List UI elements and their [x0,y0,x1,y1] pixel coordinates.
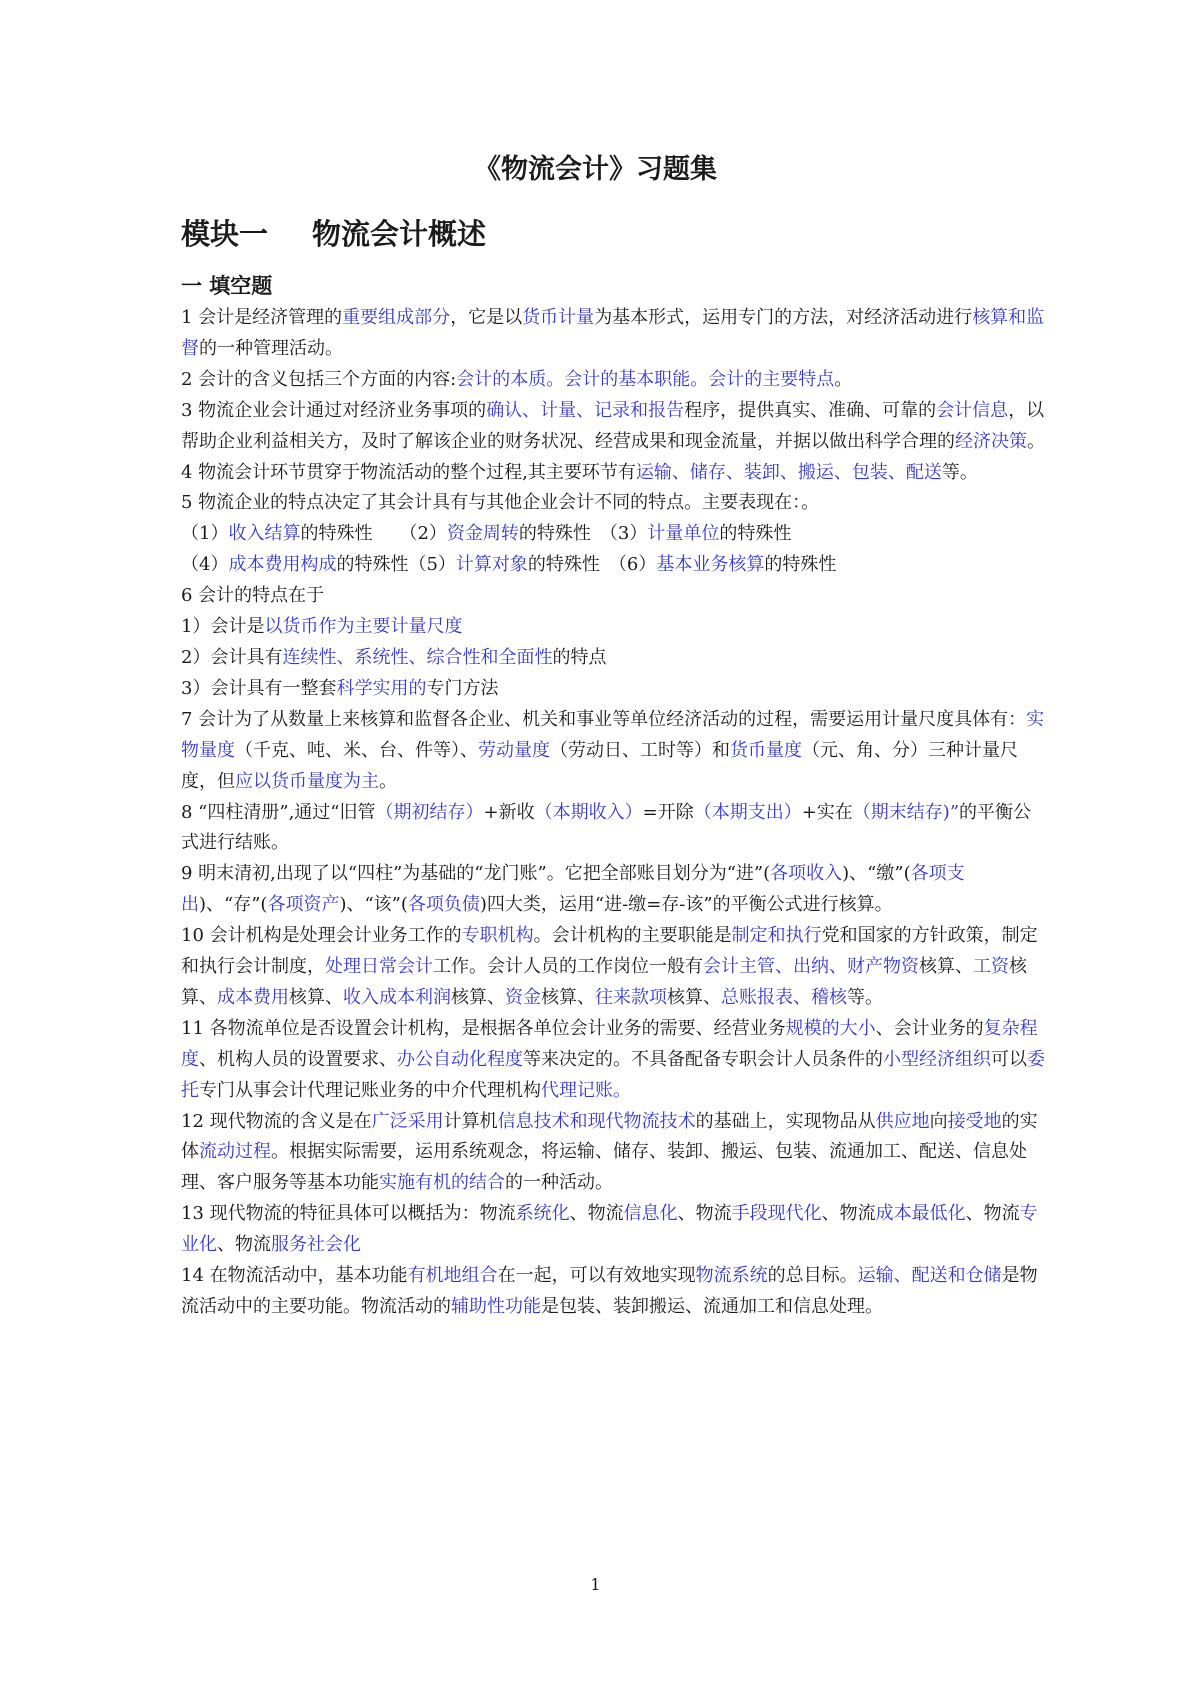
question-line [181,550,1049,581]
answer-text: 连续性、系统性、综合性和全面性 [282,646,553,668]
question-line [181,674,1049,705]
answer-text: 系统化 [515,1203,570,1225]
question-text: 核算、 [451,986,505,1008]
question-text: 6 会计的特点在于 [181,585,325,607]
answer-text: 规模的大小 [785,1017,876,1039]
answer-text: （期末结存)” [852,801,960,823]
question-text: 。 [1027,430,1045,452]
question-text: 的特殊性（5） [336,554,456,576]
question-line [181,519,1049,550]
question-text: 在一起，可以有效地实现 [497,1265,696,1287]
question-text: 等。 [847,986,883,1008]
question-text: +新收 [483,801,535,823]
answer-text: 信息化 [623,1203,678,1225]
question-item [181,396,1049,458]
question-text: 2 会计的含义包括三个方面的内容: [181,368,457,390]
question-text: )、“该”( [339,894,408,916]
section-heading: 一 填空题 [181,274,273,298]
question-item [181,1014,1049,1107]
question-text: 的特殊性 [764,554,837,576]
answer-text: 成本费用构成 [228,554,337,576]
question-text: )四大类，运用“进-缴=存-该”的平衡公式进行核算。 [479,894,893,916]
question-line [181,1199,1049,1261]
question-line [181,798,1049,860]
question-text: )、“存”( [199,894,268,916]
answer-text: 委托 [181,1048,1045,1101]
question-text: 的基础上，实现物品从 [695,1110,876,1132]
question-line [181,643,1049,674]
answer-text: 往来款项 [595,986,667,1008]
document-title: 《物流会计》习题集 [474,154,717,185]
answer-text: 成本最低化 [875,1203,966,1225]
question-item [181,798,1049,860]
answer-text: 代理记账。 [541,1079,631,1101]
answer-text: 以货币作为主要计量尺度 [264,616,463,638]
question-item [181,303,1049,365]
answer-text: 各项支出 [181,863,965,916]
answer-text: 手段现代化 [731,1203,822,1225]
question-text: 2）会计具有 [181,646,283,668]
question-text: （元、角、分）三种计量尺度，但 [181,739,1018,792]
question-text: 8 “四柱清册”,通过“旧管 [181,801,376,823]
question-text: 等来决定的。不具备配备专职会计人员条件的 [523,1048,883,1070]
question-line [181,921,1049,1014]
question-text: )、“缴”( [842,863,911,885]
question-text: （4） [181,554,229,576]
answer-text: （本期支出） [693,801,802,823]
answer-text: 服务社会化 [271,1234,361,1256]
answer-text: 接受地 [947,1110,1002,1132]
module-topic: 物流会计概述 [312,217,487,251]
answer-text: 各项负债 [407,894,480,916]
question-text: 为基本形式，运用专门的方法，对经济活动进行 [594,307,973,328]
answer-text: 信息技术和现代物流技术 [497,1110,696,1132]
answer-text: 运输、储存、装卸、搬运、包装、配送 [635,461,942,483]
question-line [181,1107,1049,1200]
answer-text: 成本费用 [217,986,289,1008]
answer-text: 制定和执行 [731,925,822,947]
question-item [181,1199,1049,1261]
question-text: 的一种管理活动。 [199,337,343,359]
answer-text: 专业化 [181,1203,1038,1256]
question-text: 计算机 [443,1110,498,1132]
question-line [181,612,1049,643]
answer-text: 收入结算 [228,523,301,545]
question-text: 、物流 [965,1203,1020,1225]
question-text: 11 各物流单位是否设置会计机构，是根据各单位会计业务的需要、经营业务 [181,1017,786,1039]
question-text: +实在 [801,801,853,823]
question-text: （千克、吨、米、台、件等）、 [235,739,478,761]
question-text: 的特殊性 （3） [518,523,648,545]
question-text: ，它是以 [450,307,523,328]
question-text: 等。 [941,461,978,483]
answer-text: 物流系统 [695,1265,768,1287]
question-list [181,303,1049,1323]
answer-text: 工资 [973,956,1009,978]
question-text: 、物流 [677,1203,732,1225]
answer-text: 小型经济组织 [883,1048,991,1070]
question-text: 的特殊性 （2） [300,523,447,545]
question-text: 是物流活动中的主要功能。物流活动的 [181,1265,1038,1317]
question-text: 。 [379,770,397,792]
question-text: 7 会计为了从数量上来核算和监督各企业、机关和事业等单位经济活动的过程，需要运用计量尺度具体有： [181,708,1027,730]
answer-text: 货币量度 [730,739,802,761]
question-text: 3 物流企业会计通过对经济业务事项的 [181,399,487,421]
question-text: 9 明末清初,出现了以“四柱”为基础的“龙门账”。它把全部账目划分为“进”( [181,863,771,885]
answer-text: 劳动量度 [478,739,550,761]
question-line [181,1261,1049,1323]
question-text: 10 会计机构是处理会计业务工作的 [181,925,462,947]
answer-text: （期初结存） [375,801,484,823]
question-text: 1）会计是 [181,616,265,638]
question-text: 的特点 [552,646,607,668]
answer-text: 科学实用的 [336,677,427,699]
answer-text: 实施有机的结合 [379,1172,505,1194]
page-number: 1 [590,1575,601,1594]
answer-text: 专职机构 [461,925,534,947]
answer-text: 总账报表、稽核 [721,986,847,1008]
answer-text: 运输、配送和仓储 [857,1265,1002,1287]
module-name: 模块一 [181,217,269,251]
answer-text: 核算和监督 [181,307,1045,359]
answer-text: 办公自动化程度 [397,1048,523,1070]
question-text: 向 [929,1110,948,1132]
answer-text: 各项收入 [770,863,843,885]
question-text: 1 会计是经济管理的 [181,307,343,328]
question-text: 党和国家的方针政策，制定和执行会计制度， [181,925,1038,978]
question-text: 、机构人员的设置要求、 [199,1048,397,1070]
question-line [181,705,1049,798]
question-text: 。根据实际需要，运用系统观念，将运输、储存、装卸、搬运、包装、流通加工、配送、信息处理、客户服务等基本功能 [181,1141,1027,1194]
question-line [181,1014,1049,1107]
question-text: 的平衡公式进行结账。 [181,801,1032,854]
question-text: 、物流 [217,1234,271,1256]
question-text: 、物流 [569,1203,624,1225]
question-text: 。 [834,368,853,390]
question-text: 核算、 [541,986,595,1008]
question-text: 13 现代物流的特征具体可以概括为：物流 [181,1203,516,1225]
question-text: 、物流 [821,1203,876,1225]
question-item [181,705,1049,798]
question-text: 5 物流企业的特点决定了其会计具有与其他企业会计不同的特点。主要表现在：。 [181,492,820,514]
answer-text: 确认、计量、记录和报告 [486,399,685,421]
question-text: 可以 [991,1048,1027,1070]
question-item [181,365,1049,396]
answer-text: 应以货币量度为主 [235,770,379,792]
question-text: 。会计机构的主要职能是 [533,925,732,947]
question-item [181,859,1049,921]
answer-text: （本期收入） [534,801,643,823]
question-text: 4 物流会计环节贯穿于物流活动的整个过程,其主要环节有 [181,461,636,483]
question-text: 3）会计具有一整套 [181,677,337,699]
question-line [181,303,1049,365]
answer-text: 会计的本质。会计的基本职能。会计的主要特点 [456,368,835,390]
question-text: 12 现代物流的含义是在 [181,1110,372,1132]
question-line [181,859,1049,921]
question-item [181,488,1049,581]
answer-text: 计算对象 [455,554,528,576]
answer-text: 广泛采用 [371,1110,444,1132]
question-text: 的实体 [181,1110,1038,1163]
question-text: 工作。会计人员的工作岗位一般有 [433,956,703,978]
question-item [181,581,1049,705]
question-text: 核算、 [289,986,343,1008]
module-heading [181,212,486,256]
question-item [181,458,1049,489]
question-text: ，以帮助企业利益相关方，及时了解该企业的财务状况、经营成果和现金流量，并据以做出科学合理的 [181,399,1045,452]
question-text: 的一种活动。 [505,1172,613,1194]
answer-text: 流动过程 [199,1141,271,1163]
question-text: 专门从事会计代理记账业务的中介代理机构 [199,1079,541,1101]
answer-text: 辅助性功能 [451,1296,541,1317]
answer-text: 货币计量 [522,307,595,328]
question-text: （1） [181,523,229,545]
answer-text: 处理日常会计 [325,956,433,978]
question-line [181,488,1049,519]
question-text: （劳动日、工时等）和 [550,739,730,761]
answer-text: 复杂程度 [181,1017,1038,1070]
question-line [181,581,1049,612]
question-line [181,396,1049,458]
question-text: 核算、 [919,956,973,978]
answer-text: 实物量度 [181,708,1045,761]
question-item [181,921,1049,1014]
question-text: 、会计业务的 [875,1017,984,1039]
question-text: 核算、 [667,986,721,1008]
answer-text: 重要组成部分 [342,307,451,328]
question-line [181,458,1049,489]
question-text: 程序，提供真实、准确、可靠的 [684,399,937,421]
question-item [181,1261,1049,1323]
question-line [181,365,1049,396]
answer-text: 会计信息 [936,399,1009,421]
answer-text: 供应地 [875,1110,930,1132]
question-text: 14 在物流活动中，基本功能 [181,1265,408,1287]
answer-text: 有机地组合 [407,1265,498,1287]
question-text: 专门方法 [426,677,499,699]
question-text: 的特殊性 （6） [527,554,657,576]
answer-text: 经济决策 [955,430,1027,452]
answer-text: 收入成本利润 [343,986,451,1008]
question-text: 的特殊性 [719,523,792,545]
question-text: 是包装、装卸搬运、流通加工和信息处理。 [541,1296,883,1317]
question-item [181,1107,1049,1200]
answer-text: 会计主管、出纳、财产物资 [703,956,919,978]
question-text: =开除 [642,801,694,823]
answer-text: 计量单位 [647,523,720,545]
answer-text: 各项资产 [267,894,340,916]
answer-text: 资金 [505,986,541,1008]
question-text: 核算、 [181,956,1027,1008]
answer-text: 资金周转 [446,523,519,545]
question-text: 的总目标。 [767,1265,858,1287]
answer-text: 基本业务核算 [656,554,765,576]
